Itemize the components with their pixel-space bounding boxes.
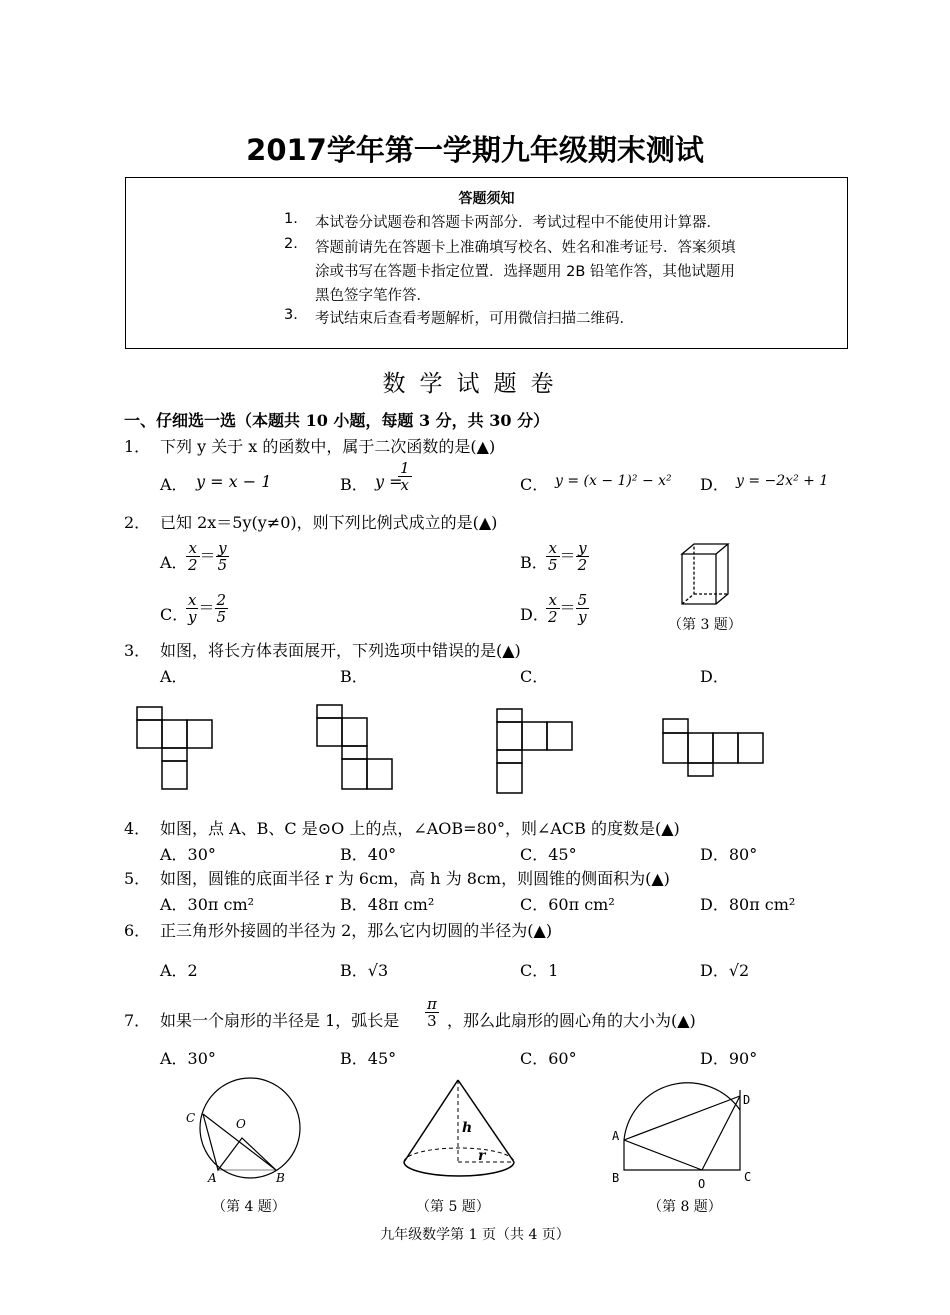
q5-d: D．80π cm² [700,895,796,914]
fig3-cuboid [676,540,736,610]
notice-item-2-line-2: 涂或书写在答题卡指定位置．选择题用 2B 铅笔作答，其他试题用 [315,264,735,280]
page-footer: 九年级数学第 1 页（共 4 页） [380,1227,570,1243]
q2-a-frac2-num: y [216,540,230,557]
notice-item-1-line-1: 本试卷分试题卷和答题卡两部分．考试过程中不能使用计算器． [315,215,721,231]
q4-stem: 如图，点 A、B、C 是⊙O 上的点，∠AOB=80°，则∠ACB 的度数是(▲) [160,819,680,838]
q2-number: 2． [124,513,151,532]
q2-a-eq: ＝ [199,546,216,565]
fig8-semicircle-diagram [606,1080,756,1192]
q3-d: D． [700,667,729,686]
fig8-caption: （第 8 题） [648,1199,722,1215]
q4-number: 4． [124,819,151,838]
q2-d-frac2-den: y [578,608,587,626]
fig3-caption: （第 3 题） [668,617,742,633]
net-c [494,706,578,796]
fig4-circle-diagram [178,1076,318,1188]
fig4-caption: （第 4 题） [212,1199,286,1215]
q6-b: B．√3 [340,961,389,980]
page-title: 2017学年第一学期九年级期末测试 [246,133,704,167]
q7-stem-pre: 如果一个扇形的半径是 1，弧长是 [160,1011,400,1030]
q1-stem: 下列 y 关于 x 的函数中，属于二次函数的是(▲) [160,437,496,456]
q7-d: D．90° [700,1049,758,1068]
net-d [660,716,770,780]
q2-b-frac1-den: 5 [548,556,558,574]
q2-a-frac2-den: 5 [217,556,228,574]
q3-b: B． [340,667,368,686]
q2-b-frac2-den: 2 [577,556,588,574]
q1-b-fraction [398,460,412,493]
q2-c-frac2-den: 5 [216,608,227,626]
q2-d-expr [546,592,589,625]
q2-c-frac1-den: y [188,608,197,626]
q1-b-num: 1 [400,459,410,477]
q2-d-frac2-num: 5 [577,591,588,609]
q3-number: 3． [124,641,151,660]
q2-c-frac2-num: 2 [216,591,227,609]
q6-stem: 正三角形外接圆的半径为 2，那么它内切圆的半径为(▲) [160,921,553,940]
fig8-label-c: C [744,1170,752,1184]
q7-b: B．45° [340,1049,397,1068]
notice-item-3-line-1: 考试结束后查看考题解析，可用微信扫描二维码． [315,311,634,327]
q5-b: B．48π cm² [340,895,435,914]
fig4-circle [200,1078,300,1178]
q6-number: 6． [124,921,151,940]
q1-a: y = x − 1 [196,472,272,491]
fig4-label-c: C [186,1111,196,1125]
q2-d-label: D． [520,605,549,624]
q1-number: 1． [124,437,151,456]
q6-c: C．1 [520,961,559,980]
q7-stem-post: ，那么此扇形的圆心角的大小为(▲) [447,1011,696,1030]
q4-b: B．40° [340,845,397,864]
q2-c-eq: ＝ [198,598,215,617]
notice-box [125,177,848,349]
fig5-label-h: h [462,1120,473,1136]
notice-item-2-line-1: 答题前请先在答题卡上准确填写校名、姓名和准考证号．答案须填 [315,240,736,256]
fig8-label-b: B [612,1171,620,1185]
fig8-label-d: D [743,1093,751,1107]
notice-item-1-num: 1. [284,211,298,227]
q1-d-label: D． [700,475,729,494]
notice-item-3-num: 3. [284,307,298,323]
q2-a-expr [186,540,229,573]
q7-c: C．60° [520,1049,577,1068]
section-heading: 一、仔细选一选（本题共 10 小题，每题 3 分，共 30 分） [124,411,550,430]
notice-item-2-num: 2. [284,236,298,252]
q5-stem: 如图，圆锥的底面半径 r 为 6cm，高 h 为 8cm，则圆锥的侧面积为(▲) [160,869,670,888]
q1-b-prefix: y = [375,472,403,491]
q2-b-label: B． [520,553,548,572]
fig5-caption: （第 5 题） [416,1199,490,1215]
q4-d: D．80° [700,845,758,864]
q3-stem: 如图，将长方体表面展开，下列选项中错误的是(▲) [160,641,521,660]
q1-b-label: B． [340,475,368,494]
q1-a-label: A． [160,475,188,494]
q7-frac-num: π [427,995,437,1013]
q6-a: A．2 [160,961,198,980]
q1-d: y = −2x² + 1 [736,473,829,489]
fig4-label-b: B [276,1171,285,1185]
q7-frac-den: 3 [427,1012,437,1030]
q3-c: C． [520,667,549,686]
paper-subtitle: 数学试题卷 [382,371,568,397]
q2-d-frac1-den: 2 [548,608,558,626]
q5-number: 5． [124,869,151,888]
q7-number: 7． [124,1011,151,1030]
q2-a-label: A． [160,553,188,572]
q2-b-frac1-num: x [546,540,560,557]
q2-b-frac2-num: y [576,540,590,557]
q1-b-den: x [400,476,409,494]
fig4-label-a: A [208,1171,217,1185]
q2-d-eq: ＝ [559,598,576,617]
q5-a: A．30π cm² [160,895,255,914]
q6-d: D．√2 [700,961,750,980]
q5-c: C．60π cm² [520,895,615,914]
q2-a-frac1-num: x [186,540,200,557]
q2-c-label: C． [160,605,189,624]
fig8-label-o: O [698,1177,706,1191]
notice-heading: 答题须知 [458,191,515,207]
fig5-cone-diagram [400,1076,518,1188]
fig5-label-r: r [478,1148,486,1164]
fig4-label-o: O [236,1117,246,1131]
q2-c-expr [186,592,228,625]
q2-c-frac1-num: x [186,592,198,609]
q2-b-eq: ＝ [559,546,576,565]
q1-c-label: C． [520,475,549,494]
q2-d-frac1-num: x [546,592,560,609]
q4-c: C．45° [520,845,577,864]
q2-b-expr [546,540,589,573]
q4-a: A．30° [160,845,216,864]
q1-c: y = (x − 1)² − x² [555,473,672,489]
q7-fraction [425,996,439,1029]
net-a [134,704,218,794]
fig8-label-a: A [612,1129,620,1143]
q2-a-frac1-den: 2 [188,556,198,574]
q2-stem: 已知 2x＝5y(y≠0)，则下列比例式成立的是(▲) [160,513,498,532]
notice-item-2-line-3: 黑色签字笔作答． [315,288,431,304]
net-b [314,702,398,794]
q3-a: A． [160,667,188,686]
q7-a: A．30° [160,1049,216,1068]
